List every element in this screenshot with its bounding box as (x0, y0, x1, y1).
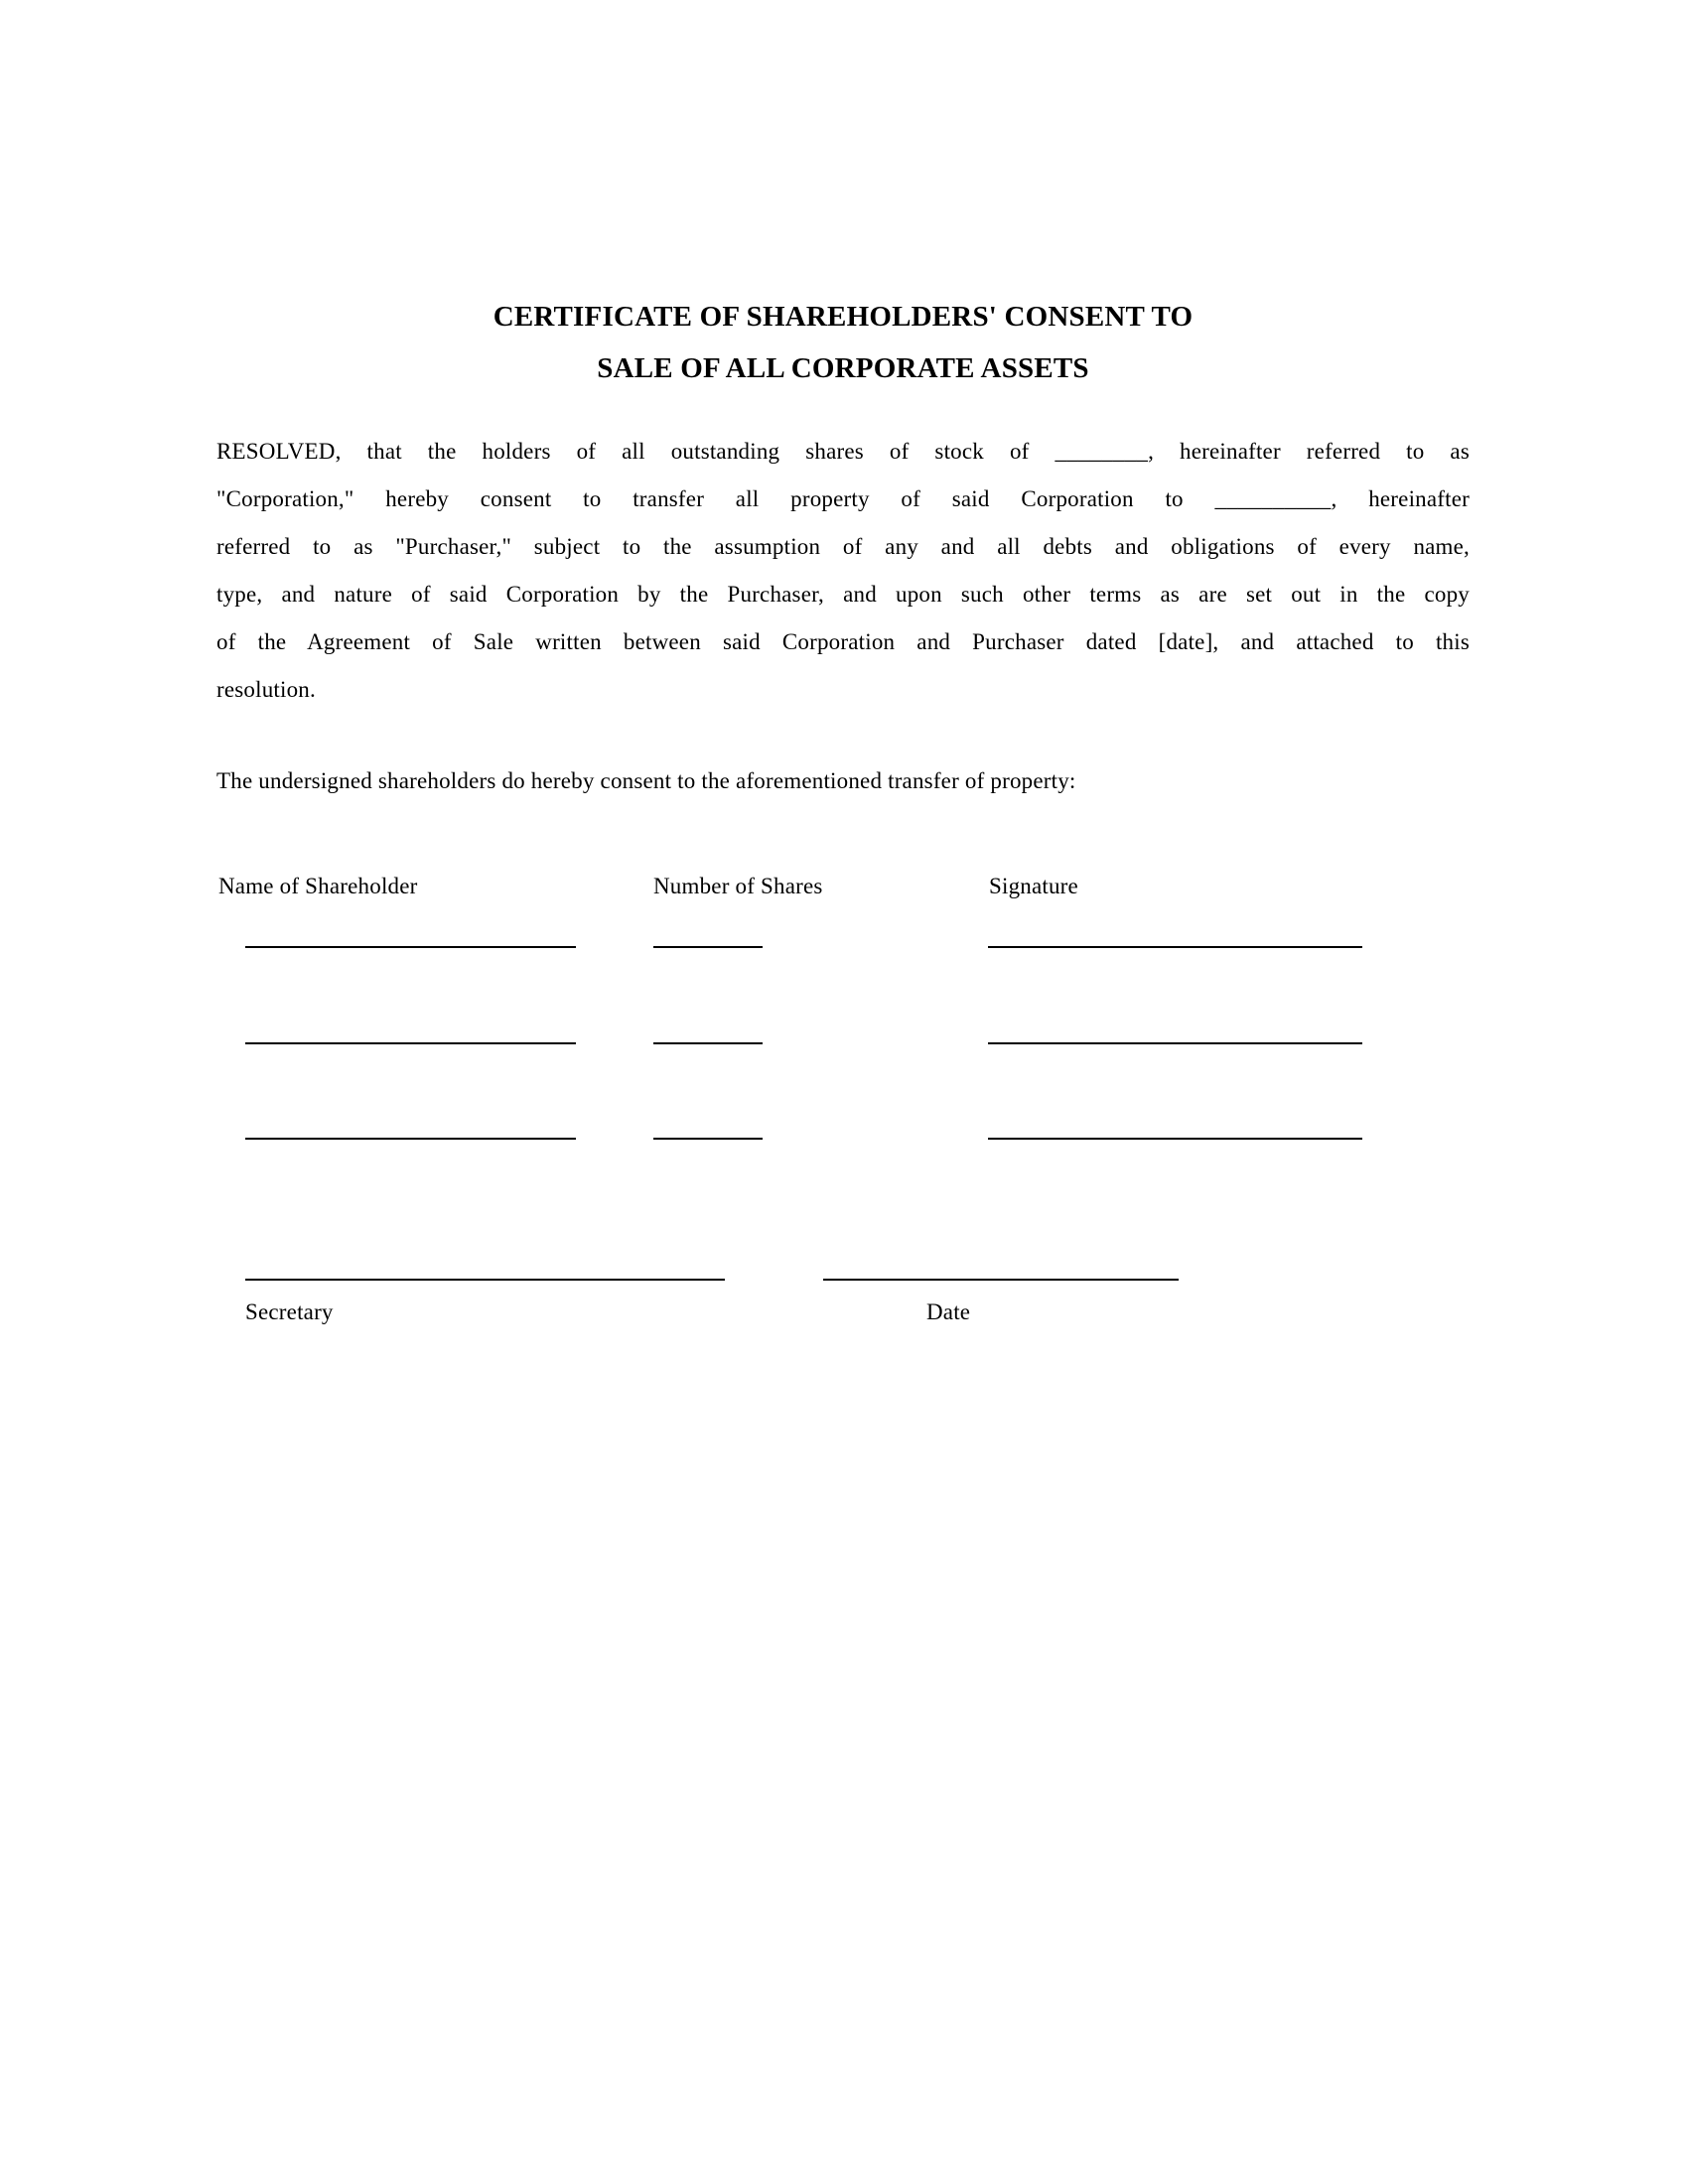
shareholder-name-blank-3[interactable] (245, 1138, 576, 1140)
date-blank[interactable] (823, 1279, 1179, 1281)
document-title-line-1: CERTIFICATE OF SHAREHOLDERS' CONSENT TO (492, 301, 1194, 333)
column-header-signature: Signature (989, 874, 1078, 898)
consent-statement: The undersigned shareholders do hereby consent to the aforementioned transfer of property: (216, 768, 1076, 793)
secretary-label: Secretary (245, 1299, 334, 1324)
resolution-line: resolution. (216, 677, 316, 702)
shareholder-name-blank-2[interactable] (245, 1042, 576, 1044)
number-of-shares-blank-2[interactable] (653, 1042, 763, 1044)
number-of-shares-blank-1[interactable] (653, 946, 763, 948)
secretary-signature-blank[interactable] (245, 1279, 725, 1281)
shareholder-row-2 (0, 1042, 1688, 1044)
shareholder-name-blank-1[interactable] (245, 946, 576, 948)
document-title-line-2: SALE OF ALL CORPORATE ASSETS (597, 352, 1089, 384)
date-label: Date (926, 1299, 971, 1324)
column-header-number-of-shares: Number of Shares (653, 874, 823, 898)
shareholder-table-headers (0, 863, 1688, 910)
shareholder-row-3 (0, 1138, 1688, 1140)
signature-blank-1[interactable] (988, 946, 1362, 948)
shareholder-row-1 (0, 946, 1688, 948)
signature-blank-2[interactable] (988, 1042, 1362, 1044)
document-title (216, 291, 1470, 394)
resolution-line: "Corporation," hereby consent to transfer all property of said Corporation to __________, hereinafter (216, 486, 1470, 511)
resolution-line: RESOLVED, that the holders of all outstanding shares of stock of ________, hereinafter referred to as (216, 439, 1470, 464)
resolution-line: referred to as "Purchaser," subject to the assumption of any and all debts and obligations of every name, (216, 534, 1470, 559)
resolution-line: type, and nature of said Corporation by the Purchaser, and upon such other terms as are set out in the copy (216, 582, 1470, 607)
resolution-line: of the Agreement of Sale written between said Corporation and Purchaser dated [date], and attached to this (216, 629, 1470, 654)
signature-blank-3[interactable] (988, 1138, 1362, 1140)
column-header-name-of-shareholder: Name of Shareholder (218, 874, 418, 898)
number-of-shares-blank-3[interactable] (653, 1138, 763, 1140)
resolution-paragraph (216, 428, 1470, 714)
